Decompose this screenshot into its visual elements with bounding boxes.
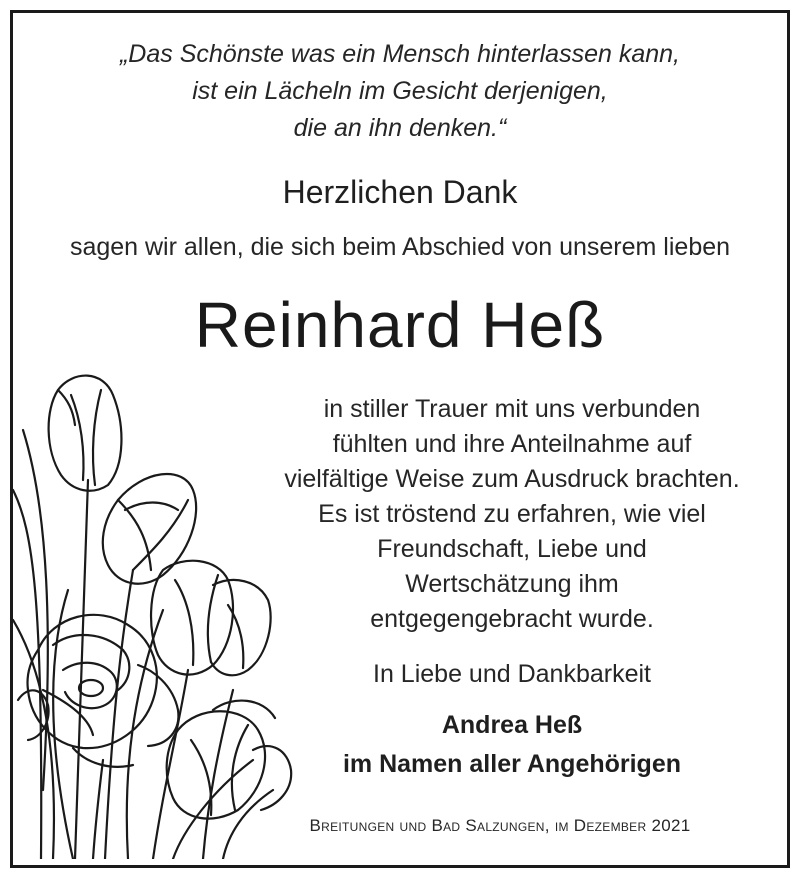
quote-line: „Das Schönste was ein Mensch hinterlassen kann,	[119, 40, 680, 68]
body-line: entgegengebracht wurde.	[370, 605, 654, 633]
body-line: Es ist tröstend zu erfahren, wie viel	[318, 500, 706, 528]
memorial-quote	[0, 36, 800, 147]
body-line: in stiller Trauer mit uns verbunden	[323, 395, 701, 423]
deceased-name: Reinhard Heß	[194, 289, 606, 361]
body-line: vielfältige Weise zum Ausdruck brachten.	[284, 465, 740, 493]
intro-text: sagen wir allen, die sich beim Abschied von unserem lieben	[69, 233, 731, 261]
body-line: Freundschaft, Liebe und	[377, 535, 647, 563]
thank-you-body	[262, 392, 762, 637]
heading-thanks: Herzlichen Dank	[282, 174, 518, 210]
quote-line: ist ein Lächeln im Gesicht derjenigen,	[192, 77, 608, 105]
body-line: fühlten und ihre Anteilnahme auf	[332, 430, 692, 458]
signer-name: Andrea Heß	[441, 711, 583, 739]
signer-block	[262, 706, 762, 784]
closing-phrase: In Liebe und Dankbarkeit	[373, 660, 651, 688]
body-line: Wertschätzung ihm	[405, 570, 619, 598]
place-date-footer: Breitungen und Bad Salzungen, im Dezember 2021	[309, 816, 691, 835]
tulip-bouquet-illustration	[13, 370, 298, 859]
quote-line: die an ihn denken.“	[293, 114, 507, 142]
signer-on-behalf: im Namen aller Angehörigen	[342, 750, 682, 778]
